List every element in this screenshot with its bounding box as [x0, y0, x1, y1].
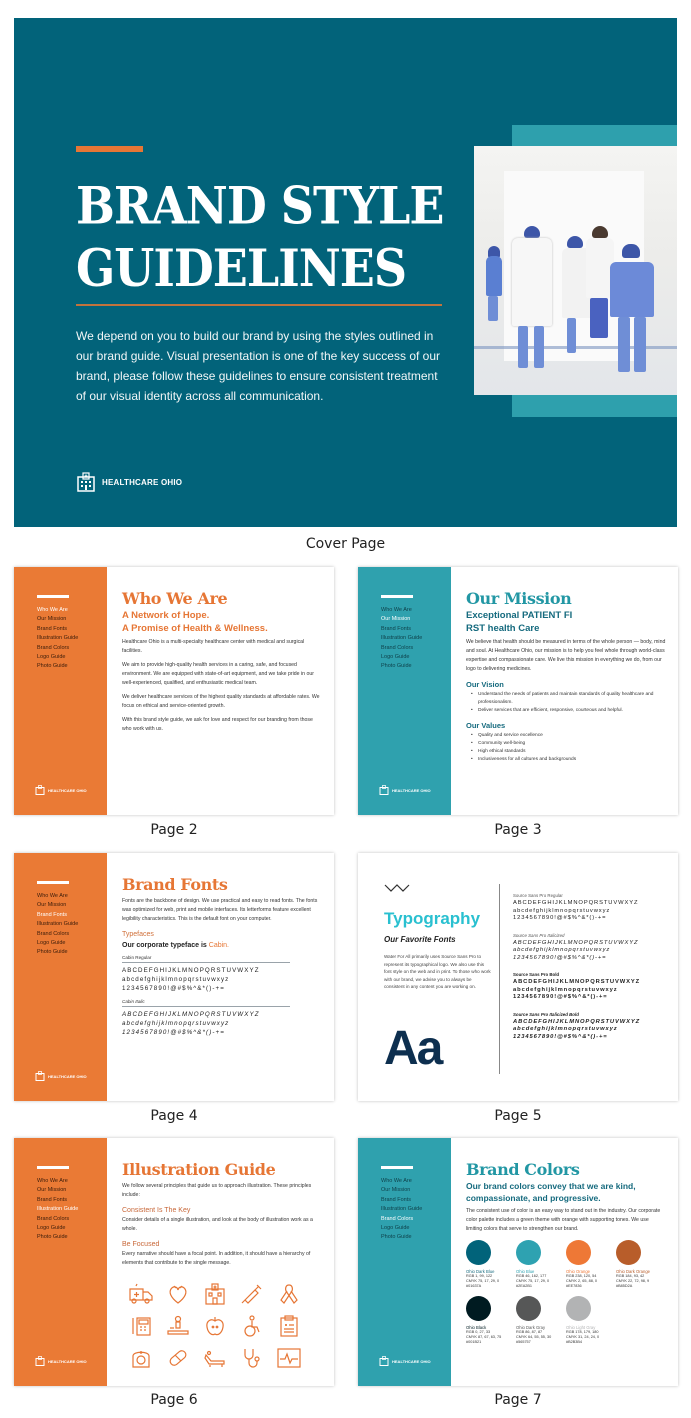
list-item: • High ethical standards	[466, 748, 666, 756]
nav-item-brand-colors[interactable]: Brand Colors	[381, 1215, 414, 1222]
color-dot	[466, 1296, 491, 1321]
nurse-icon	[122, 1342, 159, 1374]
page-content	[122, 1160, 322, 1374]
wheelchair-icon	[233, 1310, 270, 1342]
swatch-cmyk: CMYK 75, 17, 29, 0	[516, 1279, 550, 1284]
sidebar-nav	[381, 606, 422, 672]
nav-item-who-we-are[interactable]: Who We Are	[381, 607, 412, 613]
page-title: Our Mission	[466, 589, 572, 608]
specimen-digits: 1234567890!@#$%^&*()-+=	[122, 985, 225, 992]
page-body	[466, 638, 666, 674]
principle-text: Every narrative should have a focal point. In addition, it should have a hierarchy of elements that contribute to the single message.	[122, 1251, 311, 1266]
nav-item-illustration-guide[interactable]: Illustration Guide	[37, 635, 79, 642]
typefaces-heading: Typefaces	[122, 931, 154, 938]
page-3-caption: Page 3	[494, 822, 542, 838]
nav-item-who-we-are[interactable]: Who We Are	[37, 1178, 68, 1184]
paragraph: Healthcare Ohio is a multi-specialty healthcare center with medical and surgical facilities.	[122, 639, 305, 654]
page-7-thumbnail[interactable]	[358, 1138, 678, 1386]
color-dot	[466, 1240, 491, 1265]
font-specimens	[513, 893, 673, 1041]
principle-heading: Be Focused	[122, 1241, 160, 1248]
list-item: • Understand the needs of patients and maintain standards of quality healthcare and professionalism.	[466, 691, 666, 707]
clipboard-icon	[270, 1310, 307, 1342]
nav-item-logo-guide[interactable]: Logo Guide	[37, 940, 66, 947]
sidebar-bar	[37, 881, 69, 884]
sidebar-nav	[37, 1177, 78, 1243]
list-item: • Quality and service excellence	[466, 732, 666, 740]
paragraph: We aim to provide high-quality health services in a caring, safe, and focused environment. We are equipped with state-of-art equipment, and we take pride in our well-experienced, qualified, and enthusiastic medical team.	[122, 662, 314, 686]
corporate-typeface	[122, 942, 322, 949]
color-dot	[566, 1296, 591, 1321]
nav-item-brand-colors[interactable]: Brand Colors	[381, 644, 414, 651]
accent-bar	[76, 146, 143, 152]
page-content	[122, 875, 322, 1037]
logo-text: HEALTHCARE OHIO	[392, 1358, 431, 1364]
illustration-icon-grid	[122, 1278, 322, 1374]
page-4-thumbnail[interactable]	[14, 853, 334, 1101]
hospital-icon	[35, 785, 45, 795]
page-content	[466, 589, 666, 764]
page-body: Water For All primarily uses Source Sans Pro to represent its typographical logo. We also use this font style on the web and in print. To those who work with our brand, we advise you to always be consistent in any content you are working on.	[384, 954, 491, 990]
logo-text: HEALTHCARE OHIO	[392, 787, 431, 793]
page-7-caption: Page 7	[494, 1392, 542, 1408]
heart-icon	[159, 1278, 196, 1310]
swatch-values	[566, 1274, 616, 1290]
page-body: The consistent use of color is an easy way to stand out in the industry. Our corporate color palette includes a green theme with orange with supporting tones. We use limiting colors that serve to strengthen our brand.	[466, 1208, 661, 1232]
swatch-ohio-blue	[516, 1240, 566, 1290]
swatch-hex: #EE7836	[566, 1284, 582, 1289]
nav-item-brand-colors[interactable]: Brand Colors	[37, 930, 70, 937]
zigzag-icon	[384, 884, 410, 892]
swatch-hex: #B2B3B4	[566, 1340, 583, 1345]
subtitle-line: RST health Care	[466, 622, 540, 634]
nav-item-illustration-guide[interactable]: Illustration Guide	[381, 1206, 423, 1213]
specimen	[513, 1019, 673, 1042]
swatch-values	[466, 1330, 516, 1346]
sidebar	[14, 567, 107, 815]
values-heading: Our Values	[466, 721, 506, 730]
cover-intro: We depend on you to build our brand by using the styles outlined in our brand guide. Visual presentation is one of the key success of our brand, please follow these guidelines to ensure consistent treatment of our visual identity across all communication.	[76, 329, 441, 403]
swatch-name: Ohio Dark Orange	[616, 1269, 650, 1274]
photo-figure	[604, 244, 659, 379]
nav-item-who-we-are[interactable]: Who We Are	[37, 893, 68, 899]
vision-heading: Our Vision	[466, 680, 504, 689]
page-title: Brand Colors	[466, 1160, 580, 1179]
logo-text: HEALTHCARE OHIO	[48, 1073, 87, 1079]
specimen-label: Cabin Italic	[122, 999, 290, 1007]
specimen-upper: ABCDEFGHIJKLMNOPQRSTUVWXYZ	[513, 1018, 641, 1025]
specimen-lower: abcdefghijklmnopqrstuvwxyz	[122, 976, 230, 983]
specimen-lower: abcdefghijklmnopqrstuvwxyz	[513, 907, 611, 914]
specimen-lower: abcdefghijklmnopqrstuvwxyz	[513, 947, 611, 953]
specimen-label: Source Sans Pro Italicized	[513, 932, 565, 938]
specimen	[513, 900, 673, 923]
page-body: Fonts are the backbone of design. We use practical and easy to read fonts. The fonts was optimized for web, print and mobile interfaces. Its letterforms feature excellent legibility characteristics. This is the default font on your computer.	[122, 898, 318, 922]
page-3-thumbnail[interactable]	[358, 567, 678, 815]
page-2-thumbnail[interactable]	[14, 567, 334, 815]
logo-text: HEALTHCARE OHIO	[48, 1358, 87, 1364]
sidebar	[358, 1138, 451, 1386]
sidebar	[14, 853, 107, 1101]
principle-heading: Consistent Is The Key	[122, 1207, 191, 1214]
paragraph: With this brand style guide, we ask for love and respect for our branding from those who work with us.	[122, 717, 313, 732]
swatch-values	[616, 1274, 666, 1290]
hospital-icon	[379, 1356, 389, 1366]
nav-item-our-mission[interactable]: Our Mission	[37, 902, 67, 909]
color-dot	[616, 1240, 641, 1265]
swatch-cmyk: CMYK 2, 65, 88, 0	[566, 1279, 598, 1284]
nav-item-illustration-guide[interactable]: Illustration Guide	[381, 635, 423, 642]
sidebar-nav	[37, 606, 78, 672]
page-subtitle	[466, 610, 666, 635]
subtitle-line: A Network of Hope.	[122, 610, 210, 621]
swatch-name: Ohio Black	[466, 1324, 487, 1330]
nav-item-brand-fonts[interactable]: Brand Fonts	[37, 1196, 67, 1203]
specimen-digits: 1234567890!@#$%^&*()-+=	[513, 915, 607, 921]
swatch-rgb: RGB 238, 120, 54	[566, 1274, 597, 1278]
specimen	[122, 966, 322, 993]
swatch-name: Ohio Blue	[516, 1269, 535, 1274]
nav-item-brand-colors[interactable]: Brand Colors	[37, 1215, 70, 1222]
list-item: • Deliver services that are efficient, responsive, courteous and helpful.	[466, 707, 666, 715]
nav-item-photo-guide[interactable]: Photo Guide	[381, 663, 412, 670]
nav-item-photo-guide[interactable]: Photo Guide	[381, 1234, 412, 1241]
page-subtitle: Our brand colors convey that we are kind, compassionate, and progressive.	[466, 1181, 636, 1203]
color-dot	[516, 1240, 541, 1265]
specimen	[513, 940, 673, 963]
specimen-label: Cabin Regular	[122, 955, 290, 963]
specimen-upper: ABCDEFGHIJKLMNOPQRSTUVWXYZ	[122, 967, 260, 974]
hospital-icon	[196, 1278, 233, 1310]
pill-icon	[159, 1342, 196, 1374]
swatch-ohio-dark-orange	[616, 1240, 666, 1290]
swatch-rgb: RGB 46, 162, 177	[516, 1274, 547, 1278]
sidebar-logo	[379, 785, 431, 795]
apple-icon	[196, 1310, 233, 1342]
swatch-ohio-dark-blue	[466, 1240, 516, 1290]
swatch-name: Ohio Light Gray	[566, 1324, 596, 1330]
page-title: Who We Are	[122, 589, 228, 608]
swatch-cmyk: CMYK 31, 24, 24, 0	[566, 1334, 600, 1339]
hospital-icon	[76, 472, 96, 492]
nav-item-our-mission[interactable]: Our Mission	[37, 1187, 67, 1194]
swatch-values	[466, 1274, 516, 1290]
nav-item-photo-guide[interactable]: Photo Guide	[37, 663, 68, 670]
iv-pump-icon	[122, 1310, 159, 1342]
color-swatches	[466, 1240, 666, 1345]
sidebar-nav	[37, 892, 78, 958]
specimen-label: Source Sans Pro Italicized Bold	[513, 1011, 579, 1017]
ribbon-icon	[270, 1278, 307, 1310]
swatch-ohio-dark-gray	[516, 1296, 566, 1346]
swatch-values	[516, 1330, 566, 1346]
nav-item-brand-fonts[interactable]: Brand Fonts	[381, 625, 411, 632]
specimen-upper: ABCDEFGHIJKLMNOPQRSTUVWXYZ	[513, 979, 641, 985]
nav-item-logo-guide[interactable]: Logo Guide	[381, 654, 410, 661]
swatch-rgb: RGB 184, 93, 42	[616, 1274, 645, 1278]
swatch-hex: #001B21	[466, 1340, 482, 1345]
swatch-rgb: RGB 0, 27, 33	[466, 1329, 491, 1334]
photo-figure	[504, 226, 554, 376]
sidebar-bar	[381, 595, 413, 598]
ambulance-icon	[122, 1278, 159, 1310]
nav-item-photo-guide[interactable]: Photo Guide	[37, 1234, 68, 1241]
page-5-thumbnail[interactable]	[358, 853, 678, 1101]
swatch-hex: #565757	[516, 1340, 531, 1345]
nav-item-illustration-guide[interactable]: Illustration Guide	[37, 921, 79, 928]
patient-bed-icon	[159, 1310, 196, 1342]
swatch-rgb: RGB 86, 87, 87	[516, 1329, 543, 1334]
page-title: Illustration Guide	[122, 1160, 276, 1179]
swatch-cmyk: CMYK 87, 67, 63, 75	[466, 1334, 502, 1339]
page-content	[122, 589, 322, 734]
nav-item-brand-fonts[interactable]: Brand Fonts	[381, 1196, 411, 1203]
cover-photo	[474, 146, 677, 395]
swatch-values	[516, 1274, 566, 1290]
nav-item-who-we-are[interactable]: Who We Are	[381, 1178, 412, 1184]
nav-item-our-mission[interactable]: Our Mission	[381, 1187, 411, 1194]
swatch-ohio-orange	[566, 1240, 616, 1290]
page-subtitle: Our Favorite Fonts	[384, 935, 456, 944]
subtitle-line: A Promise of Health & Wellness.	[122, 622, 268, 634]
nav-item-logo-guide[interactable]: Logo Guide	[381, 1225, 410, 1232]
nav-item-brand-fonts[interactable]: Brand Fonts	[37, 911, 67, 918]
specimen-upper: ABCDEFGHIJKLMNOPQRSTUVWXYZ	[122, 1011, 260, 1018]
list-item: • Inclusiveness for all cultures and backgrounds	[466, 756, 666, 764]
paragraph: We believe that health should be measured in terms of the whole person — body, mind and soul. At Healthcare Ohio, our mission is to help you feel whole through world-class expertise and compassionate care. We live this mission in everything we do, from our logo to delivering medicines.	[466, 639, 666, 672]
paragraph: We deliver healthcare services of the highest quality standards at affordable rates. We focus on ethical and service-oriented growth.	[122, 694, 320, 709]
swatch-name: Ohio Orange	[566, 1269, 590, 1274]
specimen-digits: 1234567890!@#$%^&*()-+=	[122, 1029, 225, 1036]
specimen-upper: ABCDEFGHIJKLMNOPQRSTUVWXYZ	[513, 900, 639, 906]
nav-item-brand-fonts[interactable]: Brand Fonts	[37, 625, 67, 632]
nav-item-our-mission[interactable]: Our Mission	[37, 616, 67, 623]
nav-item-our-mission[interactable]: Our Mission	[381, 616, 411, 623]
sidebar	[14, 1138, 107, 1386]
specimen-label: Source Sans Pro Bold	[513, 972, 560, 977]
swatch-name: Ohio Dark Gray	[516, 1324, 546, 1330]
nav-item-logo-guide[interactable]: Logo Guide	[37, 654, 66, 661]
specimen-lower: abcdefghijklmnopqrstuvwxyz	[513, 1026, 618, 1032]
sidebar-logo	[379, 1356, 431, 1366]
color-dot	[566, 1240, 591, 1265]
swatch-cmyk: CMYK 64, 55, 55, 30	[516, 1334, 552, 1339]
page-body	[122, 638, 322, 734]
specimen	[122, 1010, 322, 1037]
principle-text: Consider details of a single illustration, and look at the body of illustration work as a whole.	[122, 1217, 313, 1232]
subtitle-line: Exceptional PATIENT FI	[466, 610, 573, 621]
specimen-upper: ABCDEFGHIJKLMNOPQRSTUVWXYZ	[513, 939, 639, 946]
page-content	[466, 1160, 666, 1345]
nav-item-who-we-are[interactable]: Who We Are	[37, 607, 68, 613]
sidebar-logo	[35, 1356, 87, 1366]
typography-intro	[384, 879, 492, 991]
heart-monitor-icon	[270, 1342, 307, 1374]
swatch-rgb: RGB 178, 179, 180	[566, 1329, 599, 1334]
divider	[499, 884, 500, 1074]
page-2-caption: Page 2	[150, 822, 198, 838]
logo-text: HEALTHCARE OHIO	[48, 787, 87, 793]
sidebar-bar	[381, 1166, 413, 1169]
page-6-thumbnail[interactable]	[14, 1138, 334, 1386]
list-item: • Community well-being	[466, 740, 666, 748]
cover-title-line1: BRAND STYLE	[76, 175, 444, 236]
swatch-name: Ohio Dark Blue	[466, 1269, 495, 1274]
hospital-icon	[379, 785, 389, 795]
specimen-digits: 1234567890!@#$%^&*()-+=	[513, 1033, 608, 1040]
specimen-lower: abcdefghijklmnopqrstuvwxyz	[122, 1020, 230, 1027]
sidebar	[358, 567, 451, 815]
swatch-ohio-black	[466, 1296, 516, 1346]
nav-item-photo-guide[interactable]: Photo Guide	[37, 949, 68, 956]
page-6-caption: Page 6	[150, 1392, 198, 1408]
page-body: We follow several principles that guide us to approach illustration. These principles include:	[122, 1183, 312, 1198]
corporate-prefix: Our corporate typeface is	[122, 942, 209, 949]
values-list	[466, 732, 666, 764]
cover-caption: Cover Page	[305, 536, 386, 552]
nav-item-illustration-guide[interactable]: Illustration Guide	[37, 1206, 79, 1213]
swatch-hex: #01637A	[466, 1284, 482, 1289]
sidebar-bar	[37, 595, 69, 598]
swatch-cmyk: CMYK 75, 17, 29, 0	[466, 1279, 500, 1284]
cover-title-line2: GUIDELINES	[76, 237, 407, 299]
color-dot	[516, 1296, 541, 1321]
page-subtitle	[122, 610, 322, 635]
swatch-cmyk: CMYK 22, 72, 98, 9	[616, 1279, 650, 1284]
recliner-icon	[196, 1342, 233, 1374]
page-4-caption: Page 4	[150, 1108, 198, 1124]
stethoscope-icon	[233, 1342, 270, 1374]
specimen	[513, 979, 673, 1002]
swatch-rgb: RGB 1, 99, 122	[466, 1274, 493, 1278]
specimen-digits: 1234567890!@#$%^&*()-+=	[513, 954, 607, 961]
page-5-caption: Page 5	[494, 1108, 542, 1124]
vision-list	[466, 691, 666, 715]
swatch-values	[566, 1330, 616, 1346]
sidebar-logo	[35, 1071, 87, 1081]
corporate-font: Cabin.	[208, 942, 229, 949]
page-title: Typography	[384, 909, 481, 928]
specimen-label: Source Sans Pro Regular	[513, 893, 563, 898]
sidebar-nav	[381, 1177, 422, 1243]
photo-figure	[484, 246, 504, 326]
sample-glyph: Aa	[384, 1022, 442, 1075]
hospital-icon	[35, 1071, 45, 1081]
nav-item-brand-colors[interactable]: Brand Colors	[37, 644, 70, 651]
specimen-lower: abcdefghijklmnopqrstuvwxyz	[513, 986, 618, 993]
sidebar-logo	[35, 785, 87, 795]
page-title: Brand Fonts	[122, 875, 228, 894]
logo-text: HEALTHCARE OHIO	[102, 477, 183, 487]
sidebar-bar	[37, 1166, 69, 1169]
swatch-hex: #2EA2B1	[516, 1284, 533, 1289]
swatch-ohio-light-gray	[566, 1296, 616, 1346]
swatch-hex: #B85D2A	[616, 1284, 633, 1289]
hospital-icon	[35, 1356, 45, 1366]
specimen-digits: 1234567890!@#$%^&*()-+=	[513, 994, 608, 1000]
nav-item-logo-guide[interactable]: Logo Guide	[37, 1225, 66, 1232]
cover-logo	[76, 472, 182, 492]
cover-title	[76, 174, 456, 299]
divider	[76, 304, 442, 306]
syringe-icon	[233, 1278, 270, 1310]
cover-page	[14, 18, 677, 527]
